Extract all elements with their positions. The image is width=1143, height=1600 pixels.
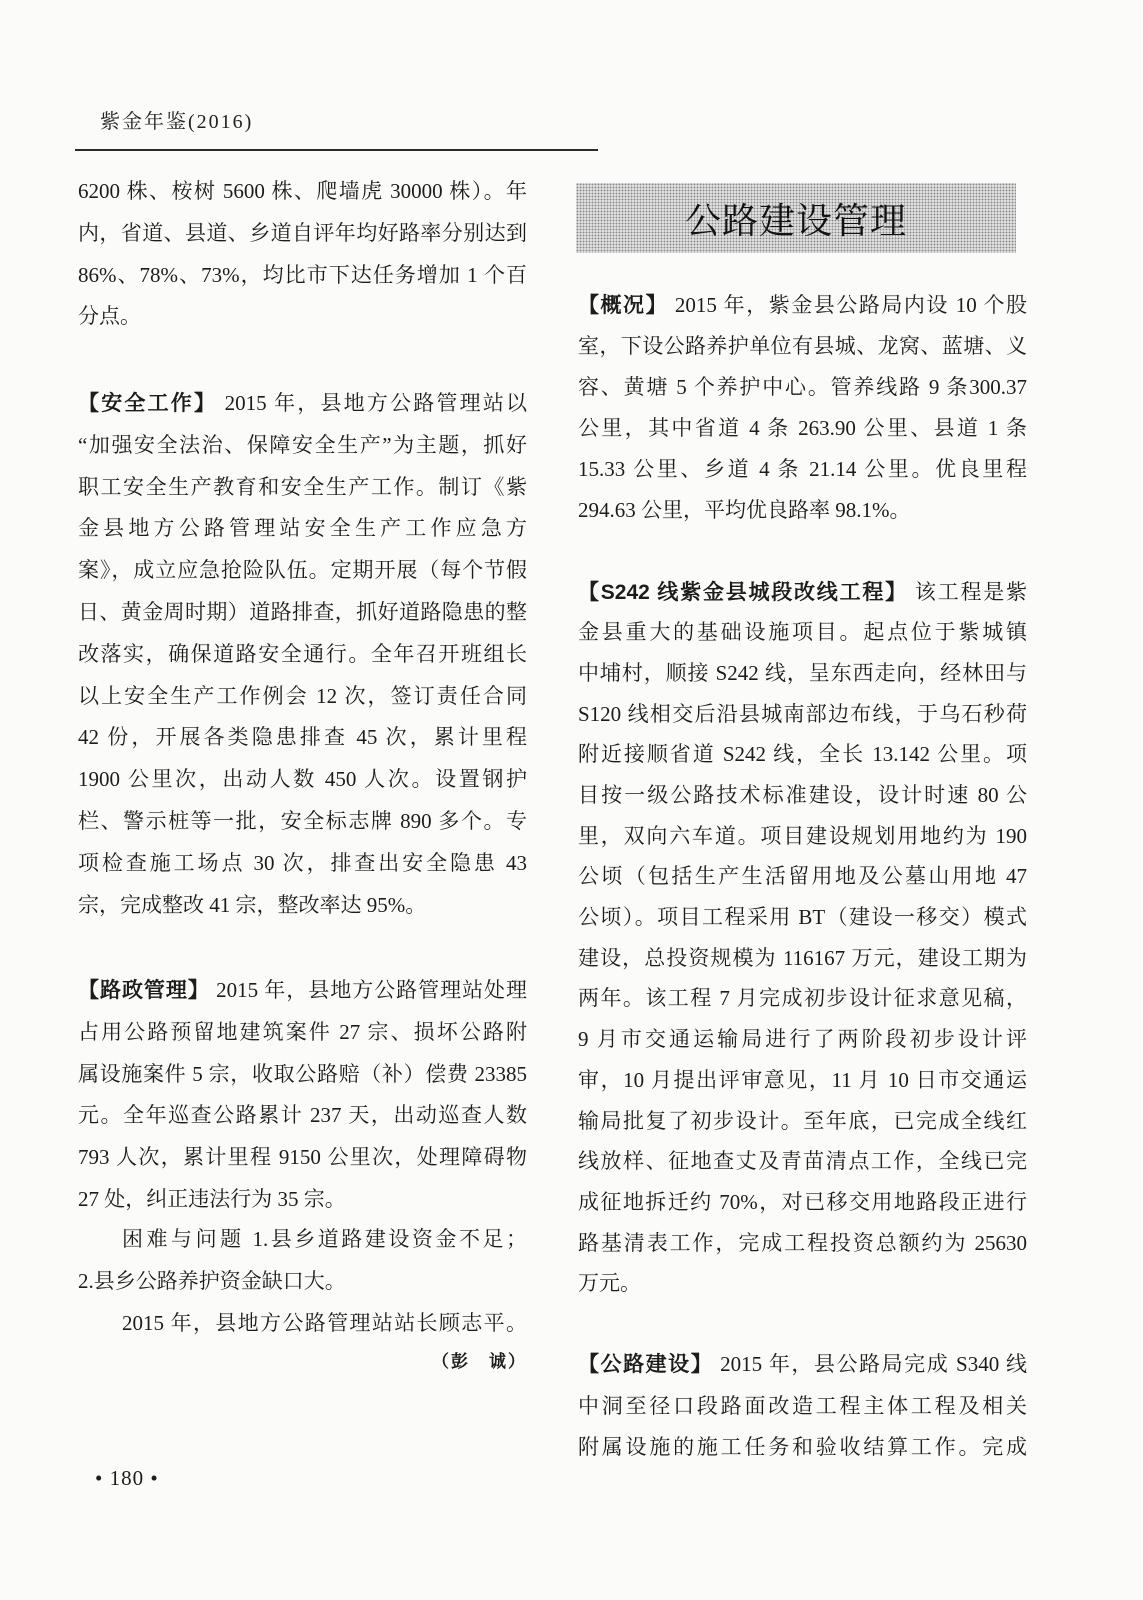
text-line: 金县重大的基础设施项目。起点位于紫城镇	[578, 620, 1027, 645]
difficulties-paragraph	[78, 1219, 527, 1303]
text-line: “加强安全法治、保障安全生产”为主题，抓好	[78, 432, 527, 457]
text-line: 室，下设公路养护单位有县城、龙窝、蓝塘、义	[578, 333, 1027, 358]
text-line: 中洞至径口段路面改造工程主体工程及相关	[578, 1393, 1027, 1418]
text-line: 86%、78%、73%，均比市下达任务增加 1 个百	[78, 262, 527, 287]
difficulties-label: 困难与问题	[122, 1227, 245, 1251]
text-line-content: 1.县乡道路建设资金不足；	[252, 1227, 528, 1251]
section-heading: 【概况】	[578, 293, 669, 317]
text-line: 里，双向六车道。项目建设规划用地约为 190	[578, 823, 1027, 848]
text-line: 内，省道、县道、乡道自评年均好路率分别达到	[78, 220, 527, 245]
text-line: 万元。	[578, 1271, 641, 1296]
text-line-content: 2015 年，县地方公路管理站以	[224, 391, 528, 415]
running-header-title: 紫金年鉴(2016)	[100, 111, 254, 133]
road-administration-paragraph	[78, 970, 527, 1221]
text-line: 附近接顺省道 S242 线，全长 13.142 公里。项	[578, 742, 1027, 767]
section-heading: 【S242 线紫金县城段改线工程】	[578, 580, 908, 604]
text-line	[578, 285, 1027, 326]
text-line: 分点。	[78, 304, 141, 329]
text-line: 日、黄金周时期）道路排查，抓好道路隐患的整	[78, 599, 527, 624]
text-line: 改落实，确保道路安全通行。全年召开班组长	[78, 641, 527, 666]
text-line: 294.63 公里，平均优良路率 98.1%。	[578, 497, 911, 522]
section-heading: 【路政管理】	[78, 979, 210, 1002]
road-construction-paragraph	[578, 1344, 1027, 1469]
text-line: S120 线相交后沿县城南部边布线，于乌石秒荷	[578, 701, 1027, 726]
text-line: 属设施案件 5 宗，收取公路赔（补）偿费 23385	[78, 1061, 527, 1086]
text-line-content: 该工程是紫	[914, 579, 1028, 604]
text-line: 线放样、征地查丈及青苗清点工作，全线已完	[578, 1149, 1027, 1174]
text-line: 公里，其中省道 4 条 263.90 公里、县道 1 条	[578, 415, 1027, 440]
intro-paragraph	[78, 171, 527, 338]
text-line: 附属设施的施工任务和验收结算工作。完成	[578, 1435, 1027, 1459]
text-line: 2.县乡公路养护资金缺口大。	[78, 1268, 346, 1293]
director-paragraph	[78, 1303, 527, 1345]
text-line: 容、黄塘 5 个养护中心。管养线路 9 条300.37	[578, 374, 1027, 399]
text-line: 栏、警示桩等一批，安全标志牌 890 多个。专	[78, 808, 527, 833]
text-line: 6200 株、桉树 5600 株、爬墙虎 30000 株）。年	[78, 179, 527, 203]
text-line: 9 月市交通运输局进行了两阶段初步设计评	[578, 1027, 1027, 1052]
text-line: 以上安全生产工作例会 12 次，签订责任合同	[78, 683, 527, 708]
text-line: 15.33 公里、乡道 4 条 21.14 公里。优良里程	[578, 456, 1027, 481]
section-heading: 【公路建设】	[578, 1353, 714, 1376]
text-line: 项检查施工场点 30 次，排查出安全隐患 43	[78, 850, 527, 875]
text-line: 元。全年巡查公路累计 237 天，出动巡查人数	[78, 1103, 527, 1128]
section-title: 公路建设管理	[684, 199, 907, 241]
safety-work-paragraph	[78, 383, 527, 926]
author-credit: （彭 诚）	[432, 1352, 527, 1371]
text-line: 输局批复了初步设计。至年底，已完成全线红	[578, 1108, 1027, 1133]
text-line: 金县地方公路管理站安全生产工作应急方	[78, 516, 527, 541]
text-line: 案》，成立应急抢险队伍。定期开展（每个节假	[78, 558, 527, 583]
text-line: 宗，完成整改 41 宗，整改率达 95%。	[78, 892, 427, 917]
text-line: 42 份，开展各类隐患排查 45 次，累计里程	[78, 725, 527, 750]
header-rule	[75, 149, 598, 151]
text-line	[578, 1344, 1027, 1386]
text-line-content: 2015 年，县公路局完成 S340 线	[720, 1352, 1028, 1376]
text-line: 目按一级公路技术标准建设，设计时速 80 公	[578, 783, 1027, 808]
text-line: 1900 公里次，出动人数 450 人次。设置钢护	[78, 767, 527, 792]
text-line	[578, 572, 1027, 613]
text-line: 公顷（包括生产生活留用地及公墓山用地 47	[578, 864, 1027, 889]
text-line: 审，10 月提出评审意见，11 月 10 日市交通运	[578, 1067, 1027, 1092]
text-line	[122, 1219, 527, 1261]
text-line: 793 人次，累计里程 9150 公里次，处理障碍物	[78, 1145, 527, 1170]
text-line: 公顷）。项目工程采用 BT（建设一移交）模式	[578, 905, 1027, 930]
text-line-content: 2015 年，县地方公路管理站处理	[216, 978, 528, 1002]
text-line: 建设，总投资规模为 116167 万元，建设工期为	[578, 945, 1027, 970]
overview-paragraph	[578, 285, 1027, 531]
section-heading: 【安全工作】	[78, 392, 218, 415]
page-number: • 180 •	[95, 1466, 159, 1490]
text-line: 中埔村，顺接 S242 线，呈东西走向，经林田与	[578, 660, 1027, 685]
text-line: 成征地拆迁约 70%，对已移交用地路段正进行	[578, 1189, 1027, 1214]
text-line: 占用公路预留地建筑案件 27 宗、损坏公路附	[78, 1019, 527, 1044]
text-line: 路基清表工作，完成工程投资总额约为 25630	[578, 1230, 1027, 1255]
text-line: 27 处，纠正违法行为 35 宗。	[78, 1186, 346, 1211]
s242-project-paragraph	[578, 572, 1027, 1304]
text-line: 2015 年，县地方公路管理站站长顾志平。	[122, 1311, 527, 1335]
section-title-box	[576, 183, 1016, 253]
text-line: 职工安全生产教育和安全生产工作。制订《紫	[78, 474, 527, 499]
text-line	[78, 970, 527, 1012]
text-line-content: 2015 年，紫金县公路局内设 10 个股	[674, 292, 1028, 317]
text-line: 两年。该工程 7 月完成初步设计征求意见稿，	[578, 986, 1027, 1011]
text-line	[78, 383, 527, 425]
